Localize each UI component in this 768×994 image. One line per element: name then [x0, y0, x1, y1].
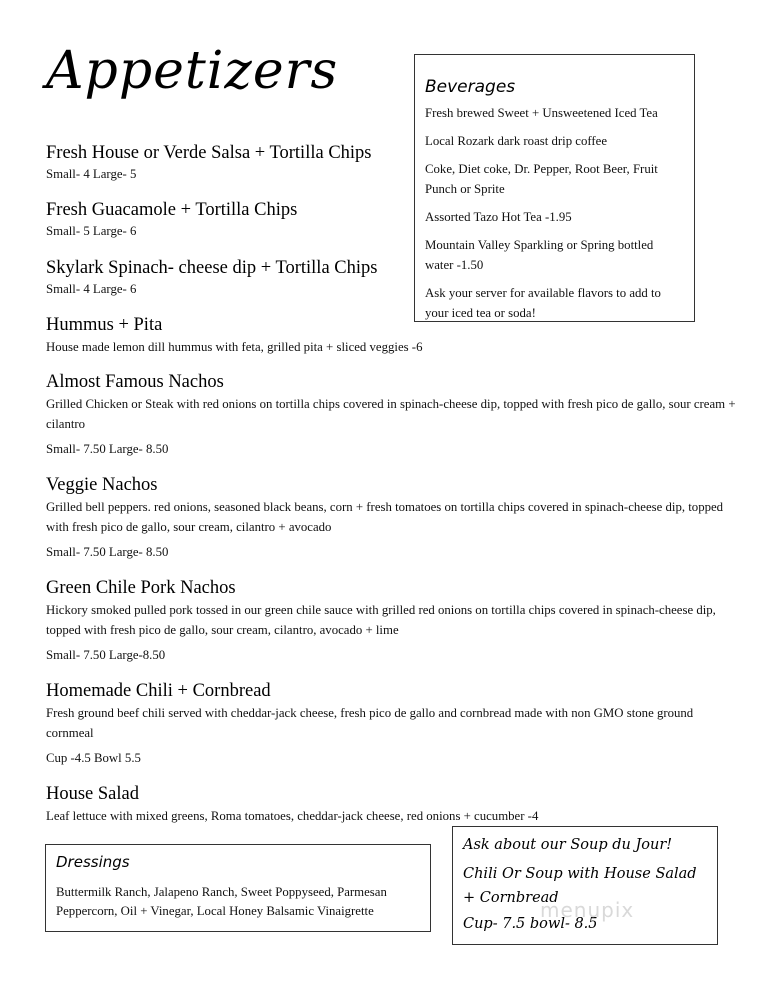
- menu-item-description: Fresh ground beef chili served with cheddar-jack cheese, fresh pico de gallo and cornbread made with non GMO stone ground cornmeal: [46, 706, 694, 740]
- menu-item-name: Almost Famous Nachos: [46, 372, 224, 392]
- soup-combo: Chili Or Soup with House Salad + Cornbread: [463, 866, 697, 906]
- menu-item-name: Fresh Guacamole + Tortilla Chips: [46, 200, 298, 220]
- menu-item-price: Small- 4 Large- 6: [46, 282, 137, 296]
- menu-item-description: Grilled bell peppers. red onions, seasoned black beans, corn + fresh tomatoes on tortilla chips covered in spinach-cheese dip, topped with fresh pico de gallo, sour cream, cilantro + avocado: [46, 500, 724, 534]
- dressings-list: Buttermilk Ranch, Jalapeno Ranch, Sweet Poppyseed, Parmesan Peppercorn, Oil + Vinegar, Local Honey Balsamic Vinaigrette: [56, 885, 387, 918]
- beverage-item: Ask your server for available flavors to add to your iced tea or soda!: [425, 286, 661, 320]
- menu-item-name: Fresh House or Verde Salsa + Tortilla Chips: [46, 143, 372, 163]
- soup-of-day-note: Ask about our Soup du Jour!: [463, 837, 673, 853]
- dressings-title: Dressings: [56, 853, 130, 871]
- dressings-box: [45, 844, 431, 932]
- page-title: Appetizers: [46, 41, 339, 101]
- beverage-item: Coke, Diet coke, Dr. Pepper, Root Beer, Fruit Punch or Sprite: [425, 162, 658, 196]
- menu-item-description: Leaf lettuce with mixed greens, Roma tomatoes, cheddar-jack cheese, red onions + cucumber -4: [46, 809, 539, 823]
- menu-item-price: Small- 7.50 Large-8.50: [46, 648, 166, 662]
- menu-item-price: Small- 7.50 Large- 8.50: [46, 545, 169, 559]
- menu-item-name: House Salad: [46, 784, 139, 804]
- menu-item-name: Hummus + Pita: [46, 315, 163, 335]
- beverage-item: Assorted Tazo Hot Tea -1.95: [425, 210, 572, 224]
- menu-item-price: Small- 7.50 Large- 8.50: [46, 442, 169, 456]
- menu-item-price: Cup -4.5 Bowl 5.5: [46, 751, 141, 765]
- menu-item-description: House made lemon dill hummus with feta, grilled pita + sliced veggies -6: [46, 340, 423, 354]
- soup-combo-price: Cup- 7.5 bowl- 8.5: [463, 916, 598, 932]
- beverage-item: Local Rozark dark roast drip coffee: [425, 134, 608, 148]
- menu-item-description: Grilled Chicken or Steak with red onions on tortilla chips covered in spinach-cheese dip, topped with fresh pico de gallo, sour cream + cilantro: [46, 397, 736, 431]
- menu-item-description: Hickory smoked pulled pork tossed in our green chile sauce with grilled red onions on tortilla chips covered in spinach-cheese dip, topped with fresh pico de gallo, sour cream, cilantro, avocado + lime: [46, 603, 716, 637]
- soup-box: [452, 826, 718, 945]
- menu-item-name: Homemade Chili + Cornbread: [46, 681, 271, 701]
- menu-item-price: Small- 5 Large- 6: [46, 224, 137, 238]
- beverage-item: Fresh brewed Sweet + Unsweetened Iced Tea: [425, 106, 658, 120]
- beverage-item: Mountain Valley Sparkling or Spring bottled water -1.50: [425, 238, 654, 272]
- menu-item-name: Skylark Spinach- cheese dip + Tortilla Chips: [46, 258, 378, 278]
- watermark: menupix: [540, 898, 635, 922]
- beverages-title: Beverages: [425, 77, 516, 97]
- menu-item-name: Green Chile Pork Nachos: [46, 578, 236, 598]
- menu-item-name: Veggie Nachos: [46, 475, 158, 495]
- beverages-box: [414, 54, 695, 322]
- menu-item-price: Small- 4 Large- 5: [46, 167, 137, 181]
